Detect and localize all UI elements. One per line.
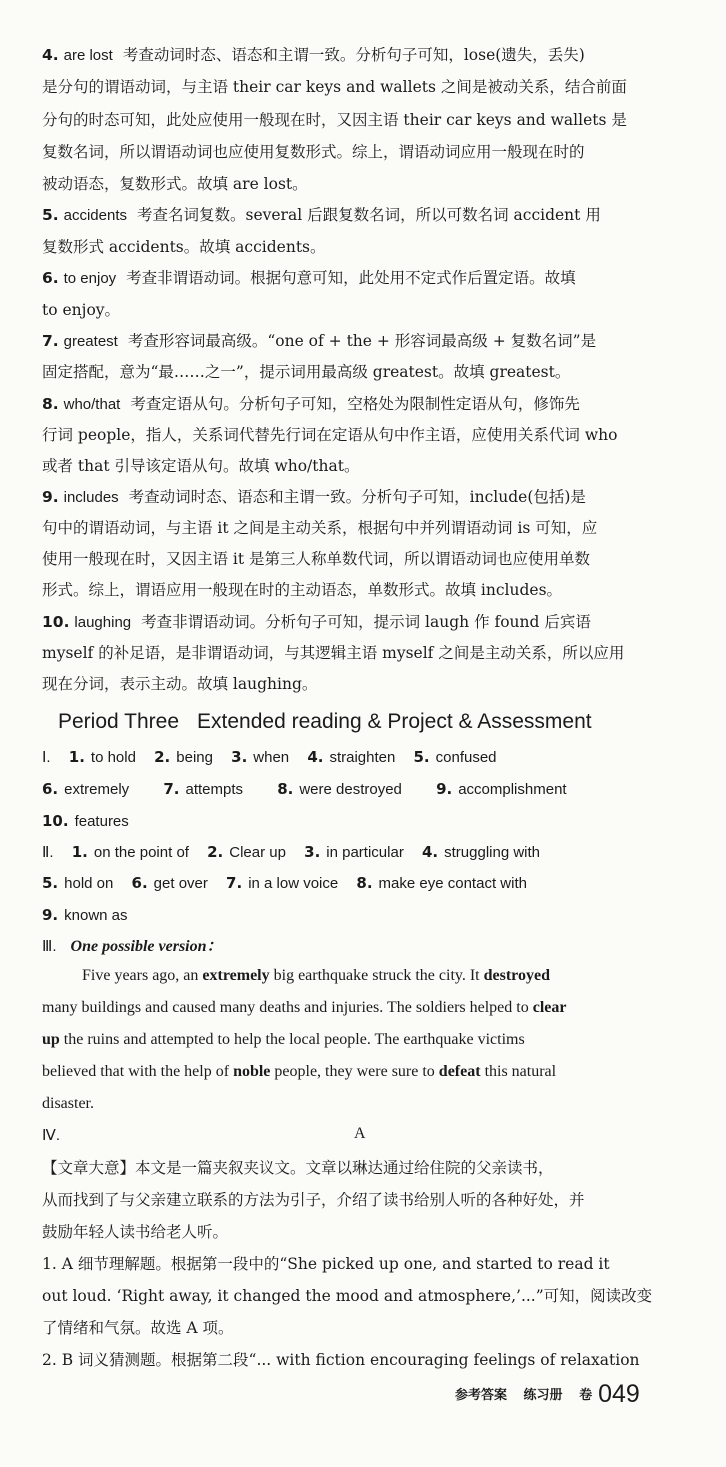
item-4-cont: 复数名词，所以谓语动词也应使用复数形式。综上，谓语动词应用一般现在时的 <box>42 143 585 161</box>
item-8-cont: 行词 people，指人，关系词代替先行词在定语从句中作主语，应使用关系代词 who <box>42 426 618 444</box>
item-8-line: 8. who/that 考查定语从句。分析句子可知，空格处为限制性定语从句，修饰先 <box>42 395 580 413</box>
passage-label: A <box>354 1125 366 1142</box>
item-4-line: 4. are lost 考查动词时态、语态和主谓一致。分析句子可知，lose(遗失，丢失) <box>42 46 585 64</box>
period-heading: Period Three Extended reading & Project & Assessment <box>58 710 592 733</box>
essay-line: disaster. <box>42 1095 94 1112</box>
essay-line: many buildings and caused many deaths and injuries. The soldiers helped to clear <box>42 999 567 1016</box>
essay-line: up the ruins and attempted to help the local people. The earthquake victims <box>42 1031 525 1048</box>
sec1-row: Ⅰ. 1. to hold 2. being 3. when 4. straighten 5. confused <box>42 748 497 766</box>
q1-line: out loud. ‘Right away, it changed the mood and atmosphere,’...”可知，阅读改变 <box>42 1287 653 1305</box>
sec4-roman: Ⅳ. <box>42 1127 61 1144</box>
item-9-cont: 形式。综上，谓语应用一般现在时的主动语态，单数形式。故填 includes。 <box>42 581 563 599</box>
summary-line: 【文章大意】本文是一篇夹叙夹议文。文章以琳达通过给住院的父亲读书， <box>42 1159 554 1177</box>
sec3-heading: Ⅲ. One possible version： <box>42 938 223 955</box>
item-7-cont: 固定搭配，意为“最……之一”，提示词用最高级 greatest。故填 greatest。 <box>42 363 571 381</box>
q1-line: 了情绪和气氛。故选 A 项。 <box>42 1319 234 1337</box>
q1-line: 1. A 细节理解题。根据第一段中的“She picked up one, and started to read it <box>42 1255 610 1273</box>
item-4-cont: 是分句的谓语动词，与主语 their car keys and wallets 之间是被动关系，结合前面 <box>42 78 627 96</box>
item-8-cont: 或者 that 引导该定语从句。故填 who/that。 <box>42 457 360 475</box>
item-10-cont: myself 的补足语，是非谓语动词，与其逻辑主语 myself 之间是主动关系，所以应用 <box>42 644 625 662</box>
item-10-cont: 现在分词，表示主动。故填 laughing。 <box>42 675 318 693</box>
summary-line: 从而找到了与父亲建立联系的方法为引子，介绍了读书给别人听的各种好处，并 <box>42 1191 585 1209</box>
essay-line: Five years ago, an extremely big earthquake struck the city. It destroyed <box>82 967 550 984</box>
sec1-row: 10. features <box>42 812 129 830</box>
page-footer: 参考答案 练习册 卷 049 <box>455 1380 640 1408</box>
q2-line: 2. B 词义猜测题。根据第二段“... with fiction encouraging feelings of relaxation <box>42 1351 640 1369</box>
item-9-cont: 使用一般现在时，又因主语 it 是第三人称单数代词，所以谓语动词也应使用单数 <box>42 550 591 568</box>
sec2-row: 9. known as <box>42 906 128 924</box>
sec1-row: 6. extremely 7. attempts 8. were destroyed 9. accomplishment <box>42 780 567 798</box>
item-10-line: 10. laughing 考查非谓语动词。分析句子可知，提示词 laugh 作 found 后宾语 <box>42 613 591 631</box>
item-9-cont: 句中的谓语动词，与主语 it 之间是主动关系，根据句中并列谓语动词 is 可知，应 <box>42 519 598 537</box>
item-4-cont: 被动语态，复数形式。故填 are lost。 <box>42 175 308 193</box>
summary-line: 鼓励年轻人读书给老人听。 <box>42 1223 229 1241</box>
item-5-line: 5. accidents 考查名词复数。several 后跟复数名词，所以可数名词 accident 用 <box>42 206 601 224</box>
essay-line: believed that with the help of noble people, they were sure to defeat this natural <box>42 1063 557 1080</box>
sec2-row: 5. hold on 6. get over 7. in a low voice 8. make eye contact with <box>42 874 527 892</box>
item-6-line: 6. to enjoy 考查非谓语动词。根据句意可知，此处用不定式作后置定语。故填 <box>42 269 576 287</box>
item-4-cont: 分句的时态可知，此处应使用一般现在时，又因主语 their car keys and wallets 是 <box>42 111 627 129</box>
item-5-cont: 复数形式 accidents。故填 accidents。 <box>42 238 326 256</box>
sec2-row: Ⅱ. 1. on the point of 2. Clear up 3. in particular 4. struggling with <box>42 843 541 861</box>
item-7-line: 7. greatest 考查形容词最高级。“one of + the + 形容词最高级 + 复数名词”是 <box>42 332 597 350</box>
page-number: 049 <box>598 1380 640 1408</box>
item-6-cont: to enjoy。 <box>42 301 121 319</box>
item-9-line: 9. includes 考查动词时态、语态和主谓一致。分析句子可知，include(包括)是 <box>42 488 586 506</box>
